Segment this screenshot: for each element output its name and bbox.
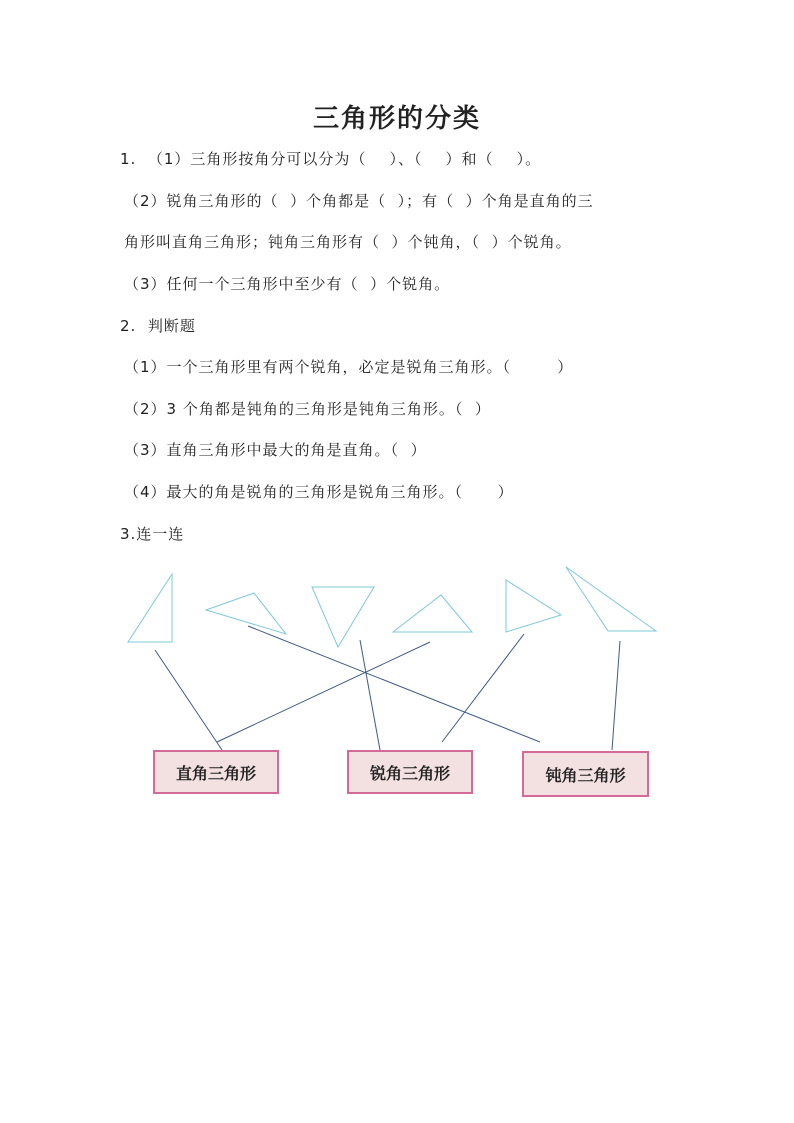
judge-item-1: （1）一个三角形里有两个锐角，必定是锐角三角形。（ ） (124, 358, 574, 376)
box-obtuse-triangle: 钝角三角形 (522, 751, 649, 797)
box-right-triangle: 直角三角形 (153, 750, 279, 794)
box-acute-triangle: 锐角三角形 (347, 750, 473, 794)
question-1-part-2b: 角形叫直角三角形；钝角三角形有（ ）个钝角，（ ）个锐角。 (124, 233, 572, 251)
page-title: 三角形的分类 (312, 104, 481, 134)
triangle-4 (393, 595, 472, 632)
triangle-2 (206, 593, 286, 634)
match-line-1 (155, 650, 222, 750)
triangle-5 (506, 580, 561, 632)
question-1-head: 1. （1）三角形按角分可以分为（ ）、（ ）和（ ）。 (120, 150, 542, 168)
triangle-6 (566, 567, 656, 631)
match-line-6 (612, 641, 620, 750)
match-line-4 (217, 642, 430, 742)
triangle-3 (312, 587, 374, 647)
match-line-3 (360, 640, 380, 750)
judge-item-4: （4）最大的角是锐角的三角形是锐角三角形。（ ） (124, 483, 514, 501)
match-line-2 (248, 626, 540, 742)
question-1-part-2a: （2）锐角三角形的（ ）个角都是（ ）；有（ ）个角是直角的三 (124, 192, 594, 210)
question-2-head: 2. 判断题 (120, 317, 196, 335)
question-3-head: 3.连一连 (120, 525, 185, 543)
question-1-part-3: （3）任何一个三角形中至少有（ ）个锐角。 (124, 275, 451, 293)
match-line-5 (442, 634, 524, 742)
judge-item-3: （3）直角三角形中最大的角是直角。（ ） (124, 441, 427, 459)
judge-item-2: （2）3 个角都是钝角的三角形是钝角三角形。（ ） (124, 400, 491, 418)
triangle-1 (128, 574, 172, 642)
